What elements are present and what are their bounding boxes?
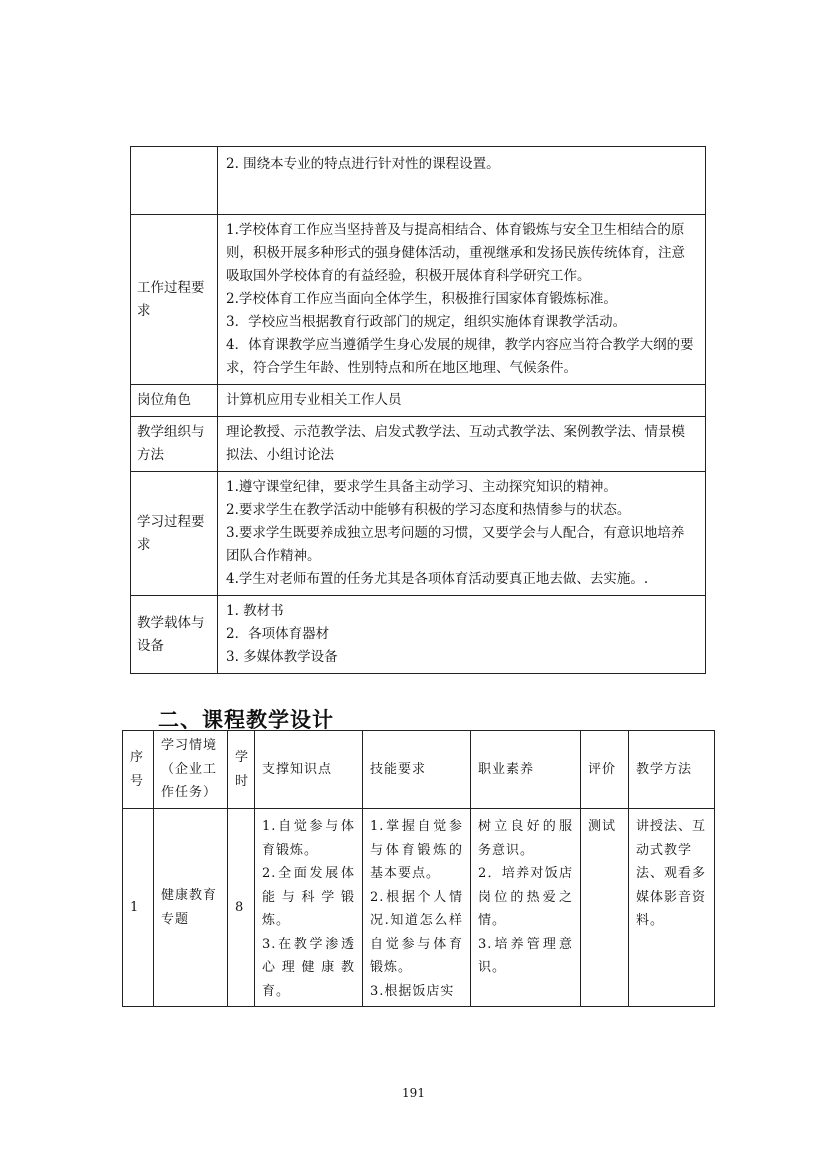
- section-heading: 二、课程教学设计: [158, 708, 334, 732]
- content-line: 2．各项体育器材: [226, 626, 330, 642]
- header-hours: 学时: [228, 731, 255, 809]
- table-row: [131, 385, 706, 417]
- table-row: [131, 472, 706, 596]
- row-label: 岗位角色: [131, 385, 218, 417]
- cell-line: 2.全面发展体能与科学锻炼。: [262, 866, 355, 928]
- header-evaluation: 评价: [581, 731, 629, 809]
- content-line: 计算机应用专业相关工作人员: [226, 392, 402, 408]
- content-line: 2.要求学生在教学活动中能够有积极的学习态度和热情参与的状态。: [226, 502, 631, 518]
- row-label: [131, 147, 218, 215]
- table-row: [131, 417, 706, 472]
- row-content: [218, 385, 706, 417]
- cell-line: 2．培养对饭店岗位的热爱之情。: [478, 866, 573, 928]
- cell-knowledge: [255, 809, 363, 1007]
- cell-situation: 健康教育专题: [154, 809, 228, 1007]
- cell-line: 3.根据饭店实: [370, 983, 455, 999]
- content-line: 3. 多媒体教学设备: [226, 649, 338, 665]
- table-row: [131, 215, 706, 385]
- table-header-row: [123, 731, 715, 809]
- header-skills: 技能要求: [363, 731, 471, 809]
- course-info-table: [130, 146, 706, 674]
- cell-line: 2.根据个人情况.知道怎么样自觉参与体育锻炼。: [370, 889, 463, 975]
- header-method: 教学方法: [629, 731, 715, 809]
- cell-line: 1.自觉参与体育锻炼。: [262, 819, 355, 858]
- row-content: [218, 147, 706, 215]
- cell-seq: 1: [123, 809, 154, 1007]
- content-line: 4．体育课教学应当遵循学生身心发展的规律，教学内容应当符合教学大纲的要求，符合学生年龄、性别特点和所在地区地理、气候条件。: [226, 337, 694, 376]
- content-line: 1.学校体育工作应当坚持普及与提高相结合、体育锻炼与安全卫生相结合的原则，积极开展多种形式的强身健体活动，重视继承和发扬民族传统体育，注意吸取国外学校体育的有益经验，积极开展体育科学研究工作。: [226, 222, 685, 284]
- content-line: 3.要求学生既要养成独立思考问题的习惯，又要学会与人配合，有意识地培养团队合作精神。: [226, 525, 685, 564]
- row-label: 教学载体与设备: [131, 596, 218, 674]
- header-situation: 学习情境（企业工作任务）: [154, 731, 228, 809]
- content-line: 2.学校体育工作应当面向全体学生，积极推行国家体育锻炼标准。: [226, 291, 617, 307]
- table-row: [123, 809, 715, 1007]
- header-knowledge: 支撑知识点: [255, 731, 363, 809]
- table-row: [131, 596, 706, 674]
- row-content: [218, 417, 706, 472]
- cell-line: 3.培养管理意识。: [478, 936, 573, 975]
- row-label: 工作过程要求: [131, 215, 218, 385]
- header-quality: 职业素养: [471, 731, 581, 809]
- content-line: 1.遵守课堂纪律，要求学生具备主动学习、主动探究知识的精神。: [226, 479, 617, 495]
- row-content: [218, 472, 706, 596]
- content-line: 理论教授、示范教学法、启发式教学法、互动式教学法、案例教学法、情景模拟法、小组讨论法: [226, 424, 685, 463]
- cell-hours: 8: [228, 809, 255, 1007]
- cell-line: 1.掌握自觉参与体育锻炼的基本要点。: [370, 819, 463, 881]
- table-row: [131, 147, 706, 215]
- content-line: 3．学校应当根据教育行政部门的规定，组织实施体育课教学活动。: [226, 314, 627, 330]
- row-label: 教学组织与方法: [131, 417, 218, 472]
- row-label: 学习过程要求: [131, 472, 218, 596]
- cell-quality: [471, 809, 581, 1007]
- content-line: 4.学生对老师布置的任务尤其是各项体育活动要真正地去做、去实施。.: [226, 571, 649, 587]
- course-design-table: [122, 730, 715, 1007]
- row-content: [218, 215, 706, 385]
- header-seq: 序号: [123, 731, 154, 809]
- cell-evaluation: 测试: [581, 809, 629, 1007]
- content-line: 2. 围绕本专业的特点进行针对性的课程设置。: [226, 156, 500, 172]
- row-content: [218, 596, 706, 674]
- cell-method: 讲授法、互动式教学法、观看多媒体影音资料。: [629, 809, 715, 1007]
- cell-line: 3.在教学渗透心理健康教育。: [262, 936, 355, 999]
- page-number: 191: [402, 1086, 425, 1100]
- content-line: 1. 教材书: [226, 603, 284, 619]
- cell-line: 树立良好的服务意识。: [478, 819, 573, 858]
- cell-skills: [363, 809, 471, 1007]
